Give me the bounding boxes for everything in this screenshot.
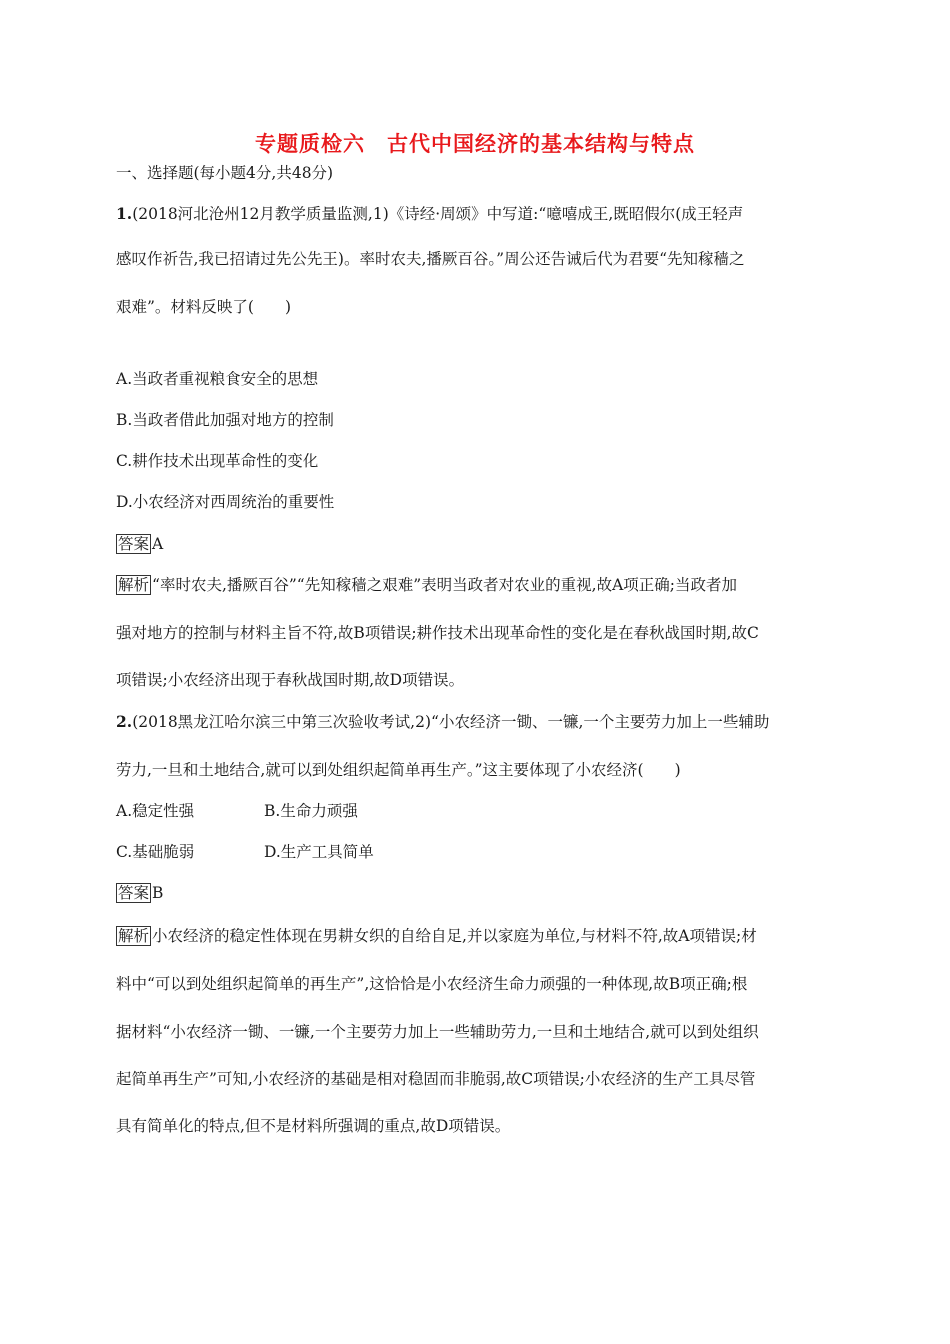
- q1-option-b: B.当政者借此加强对地方的控制: [116, 411, 334, 429]
- q2-answer-tag: 答案: [118, 884, 150, 902]
- q2-answer-value: B: [152, 884, 164, 902]
- q1-option-a: A.当政者重视粮食安全的思想: [116, 370, 319, 388]
- q1-analysis-text-1: “率时农夫,播厥百谷”“先知稼穑之艰难”表明当政者对农业的重视,故A项正确;当政者加: [152, 576, 737, 594]
- q1-answer-value: A: [152, 535, 164, 553]
- q1-stem-text-1: (2018河北沧州12月教学质量监测,1)《诗经·周颂》中写道:“噫嘻成王,既昭假尔(成王轻声: [132, 205, 744, 223]
- q2-stem-text-1: (2018黑龙江哈尔滨三中第三次验收考试,2)“小农经济一锄、一镰,一个主要劳力加上一些辅助: [132, 713, 770, 731]
- q1-analysis-line-1: [116, 575, 836, 595]
- q1-number: 1.: [116, 204, 133, 223]
- q2-option-a: A.稳定性强: [116, 802, 195, 820]
- q2-analysis-line-5: 具有简单化的特点,但不是材料所强调的重点,故D项错误。: [116, 1117, 511, 1135]
- q2-stem-line-2: 劳力,一旦和土地结合,就可以到处组织起简单再生产。”这主要体现了小农经济( ): [116, 761, 681, 779]
- q2-stem-line-1: [116, 712, 836, 732]
- q1-analysis-line-3: 项错误;小农经济出现于春秋战国时期,故D项错误。: [116, 671, 465, 689]
- q2-analysis-line-1: [116, 926, 836, 946]
- q2-answer-line: [116, 883, 836, 903]
- title-topic: 古代中国经济的基本结构与特点: [387, 132, 695, 156]
- q1-option-c: C.耕作技术出现革命性的变化: [116, 452, 319, 470]
- q2-analysis-text-1: 小农经济的稳定性体现在男耕女织的自给自足,并以家庭为单位,与材料不符,故A项错误;材: [152, 927, 757, 945]
- q2-number: 2.: [116, 712, 133, 731]
- q1-stem-line-2: 感叹作祈告,我已招请过先公先王)。率时农夫,播厥百谷。”周公还告诫后代为君要“先知稼穑之: [116, 250, 745, 268]
- page-title: [0, 128, 950, 158]
- q2-option-b: B.生命力顽强: [264, 802, 358, 820]
- q1-answer-tag: 答案: [118, 535, 150, 553]
- q1-answer-line: [116, 534, 836, 554]
- q2-option-d: D.生产工具简单: [264, 843, 374, 861]
- q2-options-row-1: [116, 801, 836, 821]
- q1-stem-line-1: [116, 204, 836, 224]
- q2-analysis-line-4: 起简单再生产”可知,小农经济的基础是相对稳固而非脆弱,故C项错误;小农经济的生产工具尽管: [116, 1070, 756, 1088]
- title-series: 专题质检六: [255, 132, 365, 156]
- q2-analysis-line-2: 料中“可以到处组织起简单的再生产”,这恰恰是小农经济生命力顽强的一种体现,故B项正确;根: [116, 975, 748, 993]
- q2-option-c: C.基础脆弱: [116, 843, 195, 861]
- section-heading: 一、选择题(每小题4分,共48分): [116, 164, 334, 182]
- q1-analysis-tag: 解析: [118, 576, 150, 594]
- q2-analysis-line-3: 据材料“小农经济一锄、一镰,一个主要劳力加上一些辅助劳力,一旦和土地结合,就可以到处组织: [116, 1023, 759, 1041]
- q1-analysis-line-2: 强对地方的控制与材料主旨不符,故B项错误;耕作技术出现革命性的变化是在春秋战国时期,故C: [116, 624, 759, 642]
- q1-stem-line-3: 艰难”。材料反映了( ): [116, 298, 292, 316]
- q2-analysis-tag: 解析: [118, 927, 150, 945]
- q2-options-row-2: [116, 842, 836, 862]
- q1-option-d: D.小农经济对西周统治的重要性: [116, 493, 335, 511]
